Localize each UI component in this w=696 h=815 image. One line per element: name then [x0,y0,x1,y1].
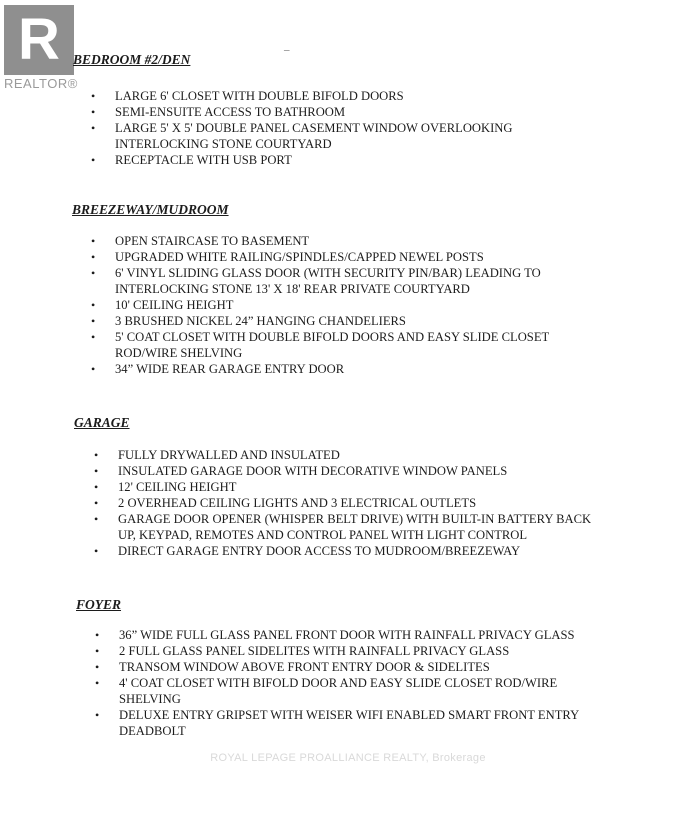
list-item: • 12' CEILING HEIGHT [94,479,591,495]
list-item: • 6' VINYL SLIDING GLASS DOOR (WITH SECURITY PIN/BAR) LEADING TO INTERLOCKING STONE 13' X 18' REAR PRIVATE COURTYARD [91,265,549,297]
list-item: • 34” WIDE REAR GARAGE ENTRY DOOR [91,361,549,377]
section-garage [74,415,591,559]
list-item: • RECEPTACLE WITH USB PORT [91,152,513,168]
section-heading: GARAGE [74,415,130,430]
list-item: • 2 OVERHEAD CEILING LIGHTS AND 3 ELECTRICAL OUTLETS [94,495,591,511]
list-item: • 10' CEILING HEIGHT [91,297,549,313]
list-item: • GARAGE DOOR OPENER (WHISPER BELT DRIVE) WITH BUILT-IN BATTERY BACK UP, KEYPAD, REMOTES AND CONTROL PANEL WITH LIGHT CONTROL [94,511,591,543]
list-item: • UPGRADED WHITE RAILING/SPINDLES/CAPPED NEWEL POSTS [91,249,549,265]
list-item: • LARGE 6' CLOSET WITH DOUBLE BIFOLD DOORS [91,88,513,104]
list-item: • DELUXE ENTRY GRIPSET WITH WEISER WIFI ENABLED SMART FRONT ENTRY DEADBOLT [95,707,579,739]
feature-list [94,447,591,559]
realtor-logo-letter: R [18,7,60,72]
list-item: • LARGE 5' X 5' DOUBLE PANEL CASEMENT WINDOW OVERLOOKING INTERLOCKING STONE COURTYARD [91,120,513,152]
list-item: • DIRECT GARAGE ENTRY DOOR ACCESS TO MUDROOM/BREEZEWAY [94,543,591,559]
list-item: • 5' COAT CLOSET WITH DOUBLE BIFOLD DOORS AND EASY SLIDE CLOSET ROD/WIRE SHELVING [91,329,549,361]
list-item: • INSULATED GARAGE DOOR WITH DECORATIVE WINDOW PANELS [94,463,591,479]
list-item: • SEMI-ENSUITE ACCESS TO BATHROOM [91,104,513,120]
realtor-logo [4,5,76,91]
header-dash: – [284,44,290,56]
section-heading: BREEZEWAY/MUDROOM [72,202,229,217]
section-foyer [76,597,579,739]
realtor-logo-mark [4,5,74,75]
list-item: • 36” WIDE FULL GLASS PANEL FRONT DOOR WITH RAINFALL PRIVACY GLASS [95,627,579,643]
list-item: • 4' COAT CLOSET WITH BIFOLD DOOR AND EASY SLIDE CLOSET ROD/WIRE SHELVING [95,675,579,707]
section-breezeway [72,202,549,377]
section-heading: FOYER [76,597,122,612]
feature-list [95,627,579,739]
feature-list [91,233,549,377]
brokerage-watermark: ROYAL LEPAGE PROALLIANCE REALTY, Brokerage [210,752,486,764]
section-bedroom [73,52,513,168]
list-item: • OPEN STAIRCASE TO BASEMENT [91,233,549,249]
list-item: • FULLY DRYWALLED AND INSULATED [94,447,591,463]
section-heading: BEDROOM #2/DEN [73,52,191,67]
list-item: • TRANSOM WINDOW ABOVE FRONT ENTRY DOOR & SIDELITES [95,659,579,675]
realtor-logo-text: REALTOR® [4,76,78,91]
feature-list [91,88,513,168]
list-item: • 2 FULL GLASS PANEL SIDELITES WITH RAINFALL PRIVACY GLASS [95,643,579,659]
list-item: • 3 BRUSHED NICKEL 24” HANGING CHANDELIERS [91,313,549,329]
